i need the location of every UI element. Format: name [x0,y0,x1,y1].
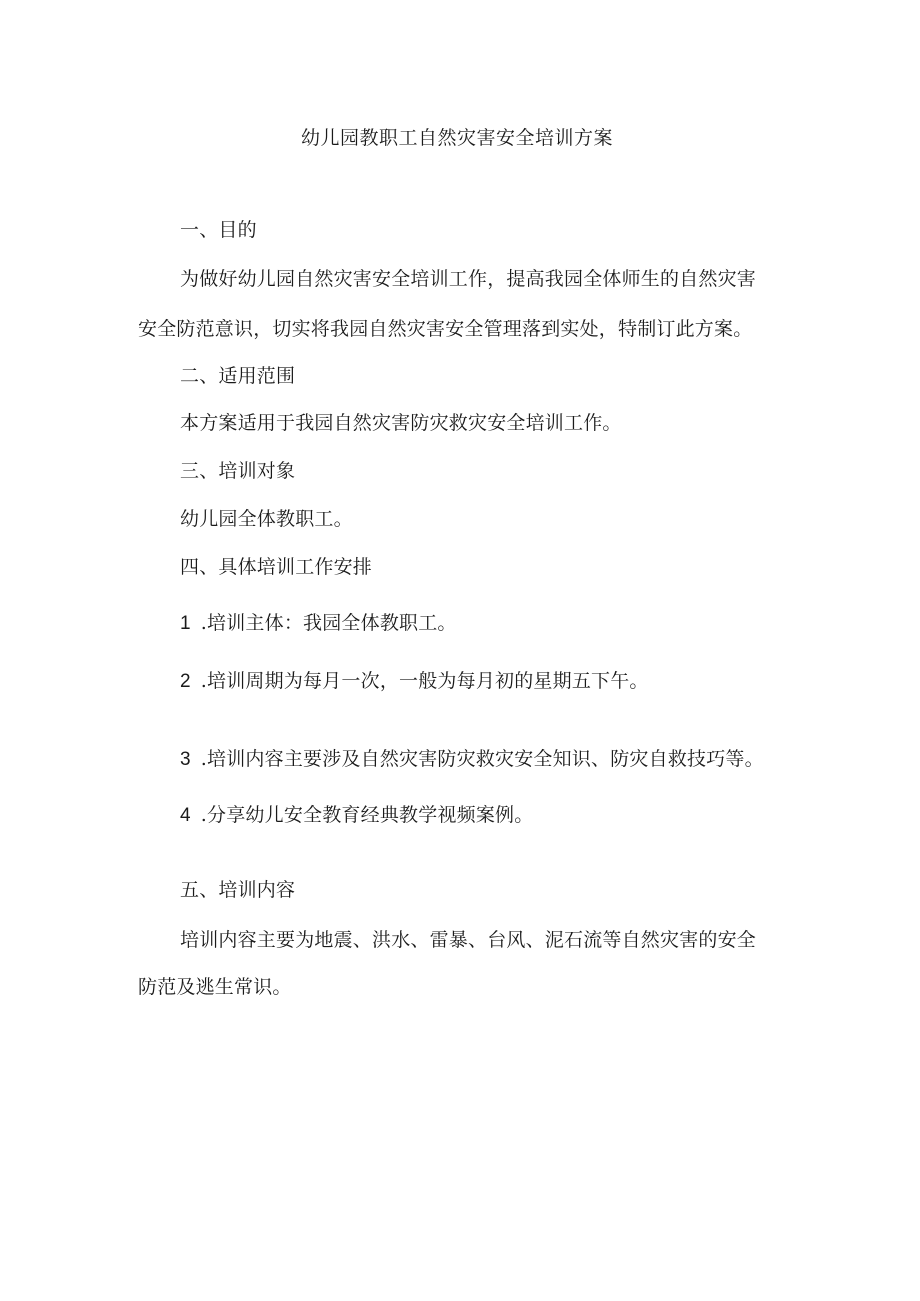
section-heading-content: 五、培训内容 [180,879,296,901]
list-item-number: 4 [180,805,191,826]
document-title: 幼儿园教职工自然灾害安全培训方案 [301,127,614,149]
section-heading-purpose: 一、目的 [180,219,257,241]
list-item [180,803,533,828]
list-item-text: .培训周期为每月一次，一般为每月初的星期五下午。 [200,670,649,692]
purpose-paragraph-line-2: 安全防范意识，切实将我园自然灾害安全管理落到实处，特制订此方案。 [138,318,753,340]
list-item-text: .培训主体：我园全体教职工。 [200,612,457,634]
section-heading-audience: 三、培训对象 [180,460,296,482]
list-item-number: 3 [180,749,191,770]
list-item-text: .培训内容主要涉及自然灾害防灾救灾安全知识、防灾自救技巧等。 [200,748,764,770]
list-item-number: 1 [180,613,191,634]
section-heading-arrangement: 四、具体培训工作安排 [180,556,373,578]
list-item [180,669,649,694]
content-paragraph-line-1: 培训内容主要为地震、洪水、雷暴、台风、泥石流等自然灾害的安全 [180,929,757,951]
list-item-number: 2 [180,671,191,692]
content-paragraph-line-2: 防范及逃生常识。 [138,976,292,998]
list-item [180,611,457,636]
purpose-paragraph-line-1: 为做好幼儿园自然灾害安全培训工作，提高我园全体师生的自然灾害 [180,268,757,290]
audience-paragraph: 幼儿园全体教职工。 [180,508,353,530]
section-heading-scope: 二、适用范围 [180,365,296,387]
scope-paragraph: 本方案适用于我园自然灾害防灾救灾安全培训工作。 [180,412,622,434]
list-item [180,747,764,772]
list-item-text: .分享幼儿安全教育经典教学视频案例。 [200,804,534,826]
